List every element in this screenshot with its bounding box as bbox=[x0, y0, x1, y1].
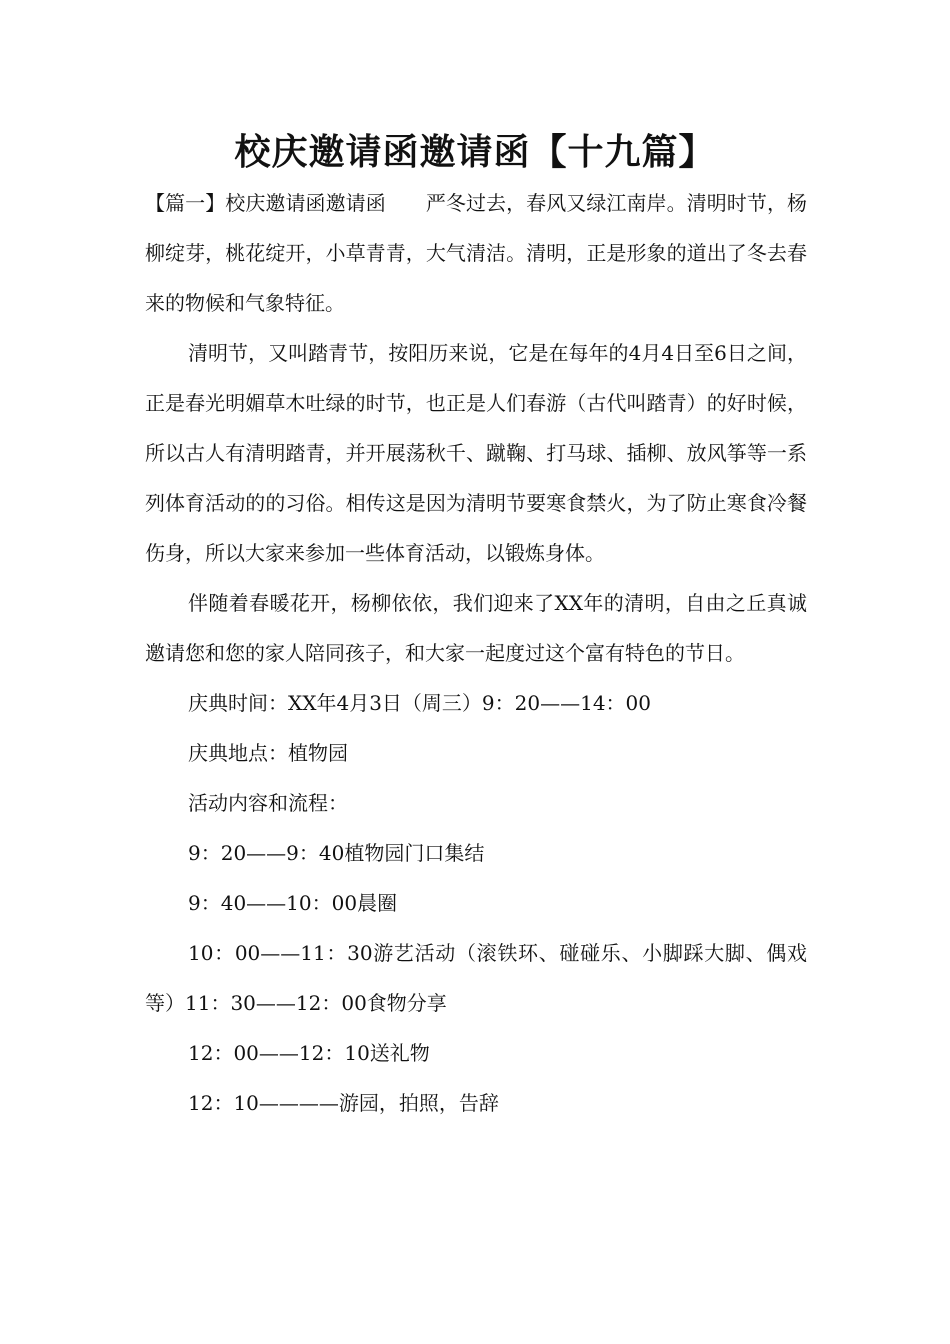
schedule-item: 10：00——11：30游艺活动（滚铁环、碰碰乐、小脚踩大脚、偶戏等）11：30——12：00食物分享 bbox=[145, 941, 807, 1015]
paragraph-qingming: 清明节，又叫踏青节，按阳历来说，它是在每年的4月4日至6日之间，正是春光明媚草木吐绿的时节，也正是人们春游（古代叫踏青）的好时候，所以古人有清明踏青，并开展荡秋千、蹴鞠、打马球、插柳、放风筝等一系列体育活动的的习俗。相传这是因为清明节要寒食禁火，为了防止寒食冷餐伤身，所以大家来参加一些体育活动，以锻炼身体。 bbox=[145, 341, 807, 565]
event-time: 庆典时间：XX年4月3日（周三）9：20——14：00 bbox=[188, 691, 651, 715]
paragraph-intro bbox=[145, 178, 807, 328]
document-title: 校庆邀请函邀请函【十九篇】 bbox=[234, 132, 716, 173]
paragraph-invitation: 伴随着春暖花开，杨柳依依，我们迎来了XX年的清明，自由之丘真诚邀请您和您的家人陪同孩子，和大家一起度过这个富有特色的节日。 bbox=[145, 591, 807, 665]
schedule-heading: 活动内容和流程： bbox=[188, 791, 348, 815]
schedule-item: 12：00——12：10送礼物 bbox=[188, 1041, 430, 1065]
event-place: 庆典地点：植物园 bbox=[188, 741, 348, 765]
schedule-item: 9：20——9：40植物园门口集结 bbox=[188, 841, 485, 865]
section-label: 【篇一】校庆邀请函邀请函 bbox=[145, 191, 386, 215]
document-body bbox=[145, 178, 807, 1128]
schedule-item: 9：40——10：00晨圈 bbox=[188, 891, 398, 915]
schedule-item: 12：10————游园，拍照，告辞 bbox=[188, 1091, 499, 1115]
paragraph-intro-text: 严冬过去，春风又绿江南岸。清明时节，杨柳绽芽，桃花绽开，小草青青，大气清洁。清明，正是形象的道出了冬去春来的物候和气象特征。 bbox=[145, 191, 808, 315]
